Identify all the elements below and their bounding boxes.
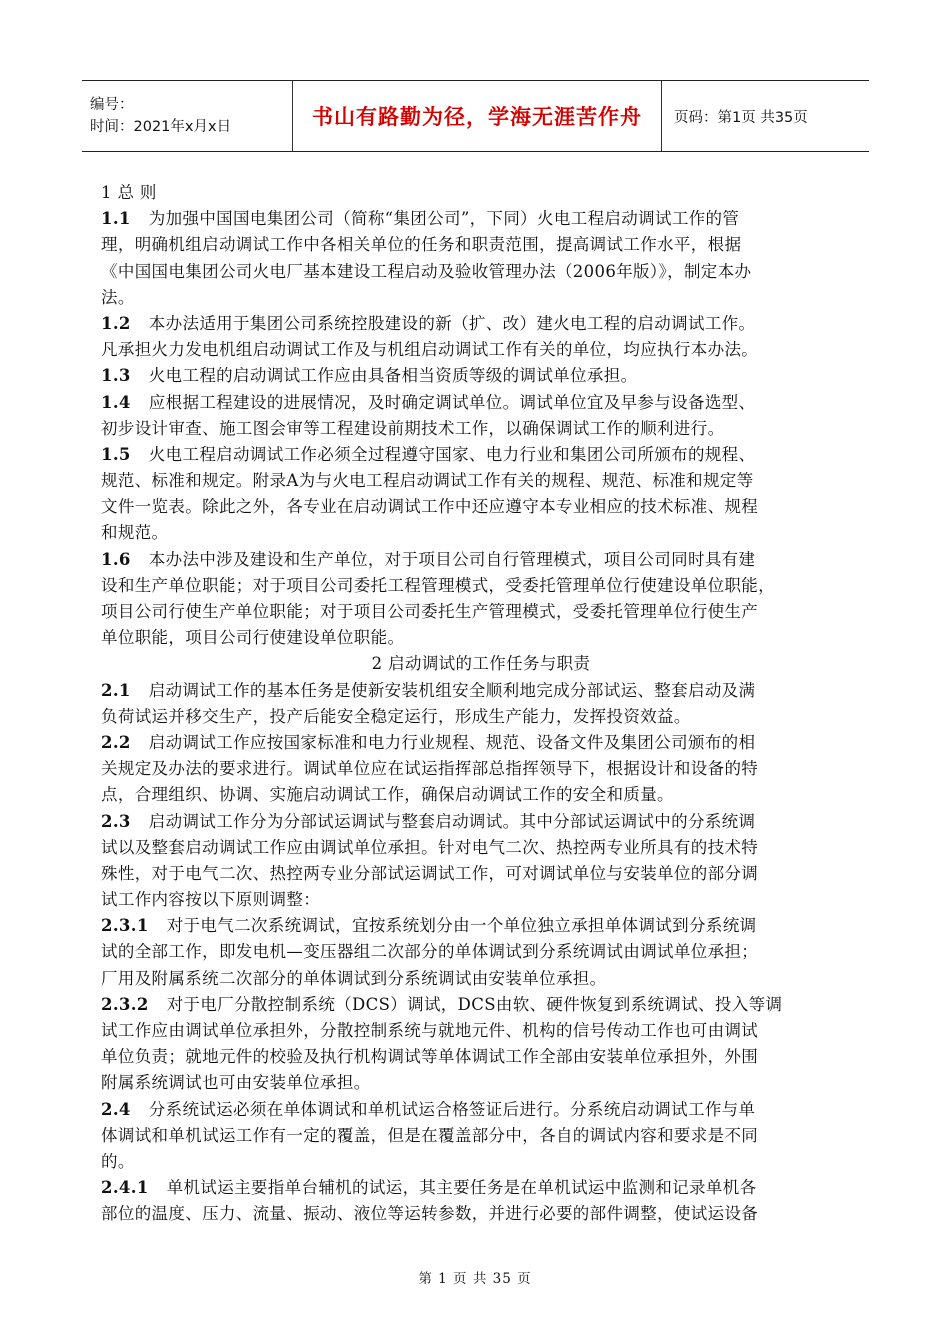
body-line [101,1070,861,1096]
header-left-cell [82,81,292,151]
line-text: 对于电气二次系统调试，宜按系统划分由一个单位独立承担单体调试到分系统调 [166,916,757,936]
section-line [101,1097,861,1123]
page-header [82,80,869,152]
document-body [101,180,861,1228]
line-text: 火电工程的启动调试工作应由具备相当资质等级的调试单位承担。 [148,366,638,386]
section-line [101,913,861,939]
line-text: 本办法中涉及建设和生产单位，对于项目公司自行管理模式，项目公司同时具有建 [148,549,756,569]
section-heading [101,651,861,677]
line-text: 试以及整套启动调试工作应由调试单位承担。针对电气二次、热控两专业所具有的技术特 [101,837,759,857]
body-line [101,285,861,311]
body-line [101,468,861,494]
line-text: 体调试和单机试运工作有一定的覆盖，但是在覆盖部分中，各自的调试内容和要求是不同 [101,1125,759,1145]
body-line [101,337,861,363]
body-line [101,625,861,651]
line-text: 理，明确机组启动调试工作中各相关单位的任务和职责范围，提高调试工作水平，根据 [101,235,742,255]
body-line [101,861,861,887]
line-text: 分系统试运必须在单体调试和单机试运合格签证后进行。分系统启动调试工作与单 [148,1099,756,1119]
body-line [101,573,861,599]
body-line [101,966,861,992]
line-text: 应根据工程建设的进展情况，及时确定调试单位。调试单位宜及早参与设备选型、 [148,392,756,412]
section-line [101,311,861,337]
body-line [101,599,861,625]
body-line [101,232,861,258]
document-number-label: 编号： [90,97,134,113]
line-text: 单机试运主要指单台辅机的试运，其主要任务是在单机试运中监测和记录单机各 [166,1178,757,1198]
header-page-cell [662,81,869,151]
line-text: 负荷试运并移交生产，投产后能安全稳定运行，形成生产能力，发挥投资效益。 [101,706,691,726]
line-text: 对于电厂分散控制系统（DCS）调试，DCS由软、硬件恢复到系统调试、投入等调 [166,994,783,1014]
body-line [101,782,861,808]
page-footer: 第 1 页 共 35 页 [418,1271,532,1287]
clause-number: 1.5 [101,444,131,464]
body-line [101,1123,861,1149]
body-line [101,416,861,442]
section-line [101,992,861,1018]
document-time-label: 时间：2021年x月x日 [90,119,232,135]
line-text: 关规定及办法的要求进行。调试单位应在试运指挥部总指挥领导下，根据设计和设备的特 [101,759,759,779]
body-line [101,835,861,861]
clause-number: 2.3 [101,811,131,831]
body-line [101,887,861,913]
line-text: 点，合理组织、协调、实施启动调试工作，确保启动调试工作的安全和质量。 [101,785,674,805]
line-text: 1 总 则 [101,183,157,202]
line-text: 的。 [101,1151,135,1171]
line-text: 凡承担火力发电机组启动调试工作及与机组启动调试工作有关的单位，均应执行本办法。 [101,340,759,360]
body-line [101,180,861,206]
line-text: 试工作应由调试单位承担外，分散控制系统与就地元件、机构的信号传动工作也可由调试 [101,1021,759,1040]
section-line [101,547,861,573]
line-text: 部位的温度、压力、流量、振动、液位等运转参数，并进行必要的部件调整，使试运设备 [101,1204,759,1224]
line-text: 规范、标准和规定。附录A为与火电工程启动调试工作有关的规程、规范、标准和规定等 [101,471,754,491]
body-line [101,756,861,782]
section-line [101,390,861,416]
body-line [101,494,861,520]
clause-number: 1.2 [101,313,131,333]
body-line [101,704,861,730]
page-info: 页码：第1页 共35页 [674,109,808,126]
line-text: 设和生产单位职能；对于项目公司委托工程管理模式，受委托管理单位行使建设单位职能， [101,575,775,595]
section-line [101,678,861,704]
line-text: 火电工程启动调试工作必须全过程遵守国家、电力行业和集团公司所颁布的规程、 [148,444,756,464]
line-text: 启动调试工作分为分部试运调试与整套启动调试。其中分部试运调试中的分系统调 [148,811,756,831]
body-line [101,1201,861,1227]
line-text: 项目公司行使生产单位职能；对于项目公司委托生产管理模式，受委托管理单位行使生产 [101,602,759,621]
header-motto: 书山有路勤为径，学海无涯苦作舟 [312,105,642,129]
clause-number: 2.3.2 [101,994,149,1014]
line-text: 文件一览表。除此之外，各专业在启动调试工作中还应遵守本专业相应的技术标准、规程 [101,497,759,517]
clause-number: 1.3 [101,366,131,386]
line-text: 启动调试工作应按国家标准和电力行业规程、规范、设备文件及集团公司颁布的相 [148,732,756,752]
line-text: 启动调试工作的基本任务是使新安装机组安全顺利地完成分部试运、整套启动及满 [148,680,756,700]
clause-number: 1.1 [101,209,131,229]
section-line [101,809,861,835]
line-text: 法。 [101,287,135,307]
line-text: 殊性，对于电气二次、热控两专业分部试运调试工作，可对调试单位与安装单位的部分调 [101,863,759,883]
line-text: 附属系统调试也可由安装单位承担。 [101,1073,371,1093]
body-line [101,259,861,285]
section-line [101,1175,861,1201]
body-line [101,1044,861,1070]
line-text: 本办法适用于集团公司系统控股建设的新（扩、改）建火电工程的启动调试工作。 [148,313,756,333]
body-line [101,939,861,965]
line-text: 和规范。 [101,523,169,543]
line-text: 为加强中国国电集团公司（简称“集团公司”，下同）火电工程启动调试工作的管 [148,209,740,229]
section-line [101,363,861,389]
line-text: 《中国国电集团公司火电厂基本建设工程启动及验收管理办法（2006年版）》，制定本办 [101,261,752,281]
body-line [101,520,861,546]
clause-number: 2.3.1 [101,916,149,936]
line-text: 厂用及附属系统二次部分的单体调试到分系统调试由安装单位承担。 [101,968,607,988]
line-text: 单位职能，项目公司行使建设单位职能。 [101,628,405,648]
section-line [101,442,861,468]
body-line [101,1018,861,1044]
section-line [101,206,861,232]
line-text: 2 启动调试的工作任务与职责 [371,654,591,674]
clause-number: 2.1 [101,680,131,700]
line-text: 试工作内容按以下原则调整： [101,890,321,910]
clause-number: 2.4 [101,1099,131,1119]
body-line [101,1149,861,1175]
line-text: 单位负责；就地元件的校验及执行机构调试等单体调试工作全部由安装单位承担外，外围 [101,1047,759,1067]
clause-number: 2.4.1 [101,1178,149,1198]
header-motto-cell [292,81,662,151]
clause-number: 1.6 [101,549,131,569]
clause-number: 2.2 [101,732,131,752]
line-text: 试的全部工作，即发电机—变压器组二次部分的单体调试到分系统调试由调试单位承担； [101,942,759,962]
section-line [101,730,861,756]
line-text: 初步设计审查、施工图会审等工程建设前期技术工作，以确保调试工作的顺利进行。 [101,418,725,438]
clause-number: 1.4 [101,392,131,412]
